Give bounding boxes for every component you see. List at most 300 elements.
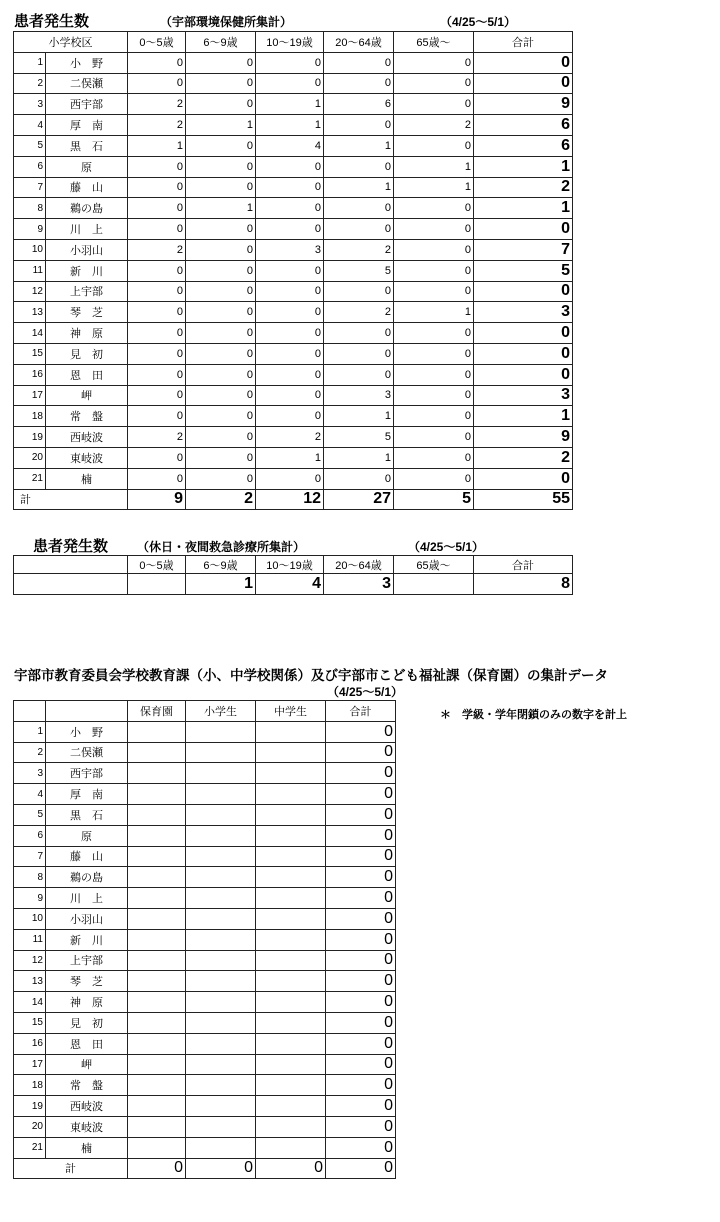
value-age-65-plus: 0 — [394, 427, 474, 448]
value-age-20-64: 0 — [324, 156, 394, 177]
value-nursery — [128, 825, 186, 846]
district-name: 西岐波 — [46, 427, 128, 448]
value-nursery — [128, 888, 186, 909]
district-name: 鵜の島 — [46, 198, 128, 219]
value-age-10-19: 0 — [256, 281, 324, 302]
value-junior-high — [256, 1012, 326, 1033]
district-name: 小 野 — [46, 721, 128, 742]
value-age-6-9: 0 — [186, 447, 256, 468]
value-age-6-9: 0 — [186, 156, 256, 177]
value-age-20-64: 0 — [324, 198, 394, 219]
total-nursery: 0 — [128, 1158, 186, 1179]
header-age-65-plus: 65歳～ — [394, 556, 474, 574]
row-number: 14 — [14, 992, 46, 1013]
value-age-0-5: 0 — [128, 281, 186, 302]
row-number: 17 — [14, 1054, 46, 1075]
district-name: 上宇部 — [46, 281, 128, 302]
table-row — [14, 406, 573, 427]
row-total: 0 — [326, 908, 396, 929]
row-total: 0 — [326, 1137, 396, 1158]
value-age-6-9: 0 — [186, 406, 256, 427]
section3-note: ＊ 学級・学年閉鎖のみの数字を計上 — [440, 709, 627, 721]
district-name: 琴 芝 — [46, 971, 128, 992]
row-number: 7 — [14, 177, 46, 198]
header-no — [14, 701, 46, 722]
value-nursery — [128, 992, 186, 1013]
row-number: 1 — [14, 52, 46, 73]
table-header-row — [14, 32, 573, 53]
value-nursery — [128, 1096, 186, 1117]
row-number: 4 — [14, 115, 46, 136]
value-elementary — [186, 804, 256, 825]
header-age-6-9: 6～9歳 — [186, 32, 256, 53]
district-name: 藤 山 — [46, 846, 128, 867]
section1-title: 患者発生数 — [14, 13, 90, 30]
patient-count-table-emergency-clinic — [13, 555, 573, 595]
value-age-65-plus: 0 — [394, 447, 474, 468]
value-age-20-64: 3 — [324, 574, 394, 595]
value-age-10-19: 0 — [256, 385, 324, 406]
district-name: 川 上 — [46, 888, 128, 909]
district-name: 小 野 — [46, 52, 128, 73]
row-number: 5 — [14, 804, 46, 825]
header-blank — [14, 556, 128, 574]
table-row — [14, 219, 573, 240]
value-age-10-19: 1 — [256, 94, 324, 115]
value-age-10-19: 0 — [256, 156, 324, 177]
row-total: 0 — [326, 721, 396, 742]
district-name: 厚 南 — [46, 784, 128, 805]
row-total: 0 — [326, 763, 396, 784]
total-junior-high: 0 — [256, 1158, 326, 1179]
row-total: 7 — [474, 239, 573, 260]
row-number: 3 — [14, 94, 46, 115]
value-age-65-plus: 1 — [394, 156, 474, 177]
row-number: 17 — [14, 385, 46, 406]
value-age-6-9: 0 — [186, 302, 256, 323]
table-row — [14, 846, 396, 867]
table-row — [14, 94, 573, 115]
value-age-20-64: 0 — [324, 219, 394, 240]
value-age-10-19: 4 — [256, 135, 324, 156]
value-age-65-plus: 0 — [394, 364, 474, 385]
value-age-0-5: 0 — [128, 343, 186, 364]
row-number: 11 — [14, 260, 46, 281]
value-age-6-9: 0 — [186, 177, 256, 198]
table-row — [14, 1033, 396, 1054]
value-age-20-64: 0 — [324, 343, 394, 364]
district-name: 見 初 — [46, 343, 128, 364]
row-total: 0 — [474, 73, 573, 94]
row-total: 0 — [474, 52, 573, 73]
row-total: 3 — [474, 385, 573, 406]
table-header-row — [14, 701, 396, 722]
district-name: 琴 芝 — [46, 302, 128, 323]
district-name: 常 盤 — [46, 1075, 128, 1096]
row-number: 14 — [14, 323, 46, 344]
table-row — [14, 804, 396, 825]
district-name: 鵜の島 — [46, 867, 128, 888]
value-age-10-19: 2 — [256, 427, 324, 448]
table-row — [14, 260, 573, 281]
value-age-6-9: 0 — [186, 219, 256, 240]
table-row — [14, 1137, 396, 1158]
district-name: 原 — [46, 825, 128, 846]
table-row — [14, 447, 573, 468]
grand-total: 55 — [474, 489, 573, 510]
row-total: 0 — [474, 343, 573, 364]
value-age-65-plus: 0 — [394, 52, 474, 73]
row-total: 0 — [326, 950, 396, 971]
header-age-6-9: 6～9歳 — [186, 556, 256, 574]
value-junior-high — [256, 742, 326, 763]
value-junior-high — [256, 1096, 326, 1117]
value-age-65-plus: 0 — [394, 406, 474, 427]
value-age-6-9: 1 — [186, 115, 256, 136]
value-junior-high — [256, 1033, 326, 1054]
table-row — [14, 721, 396, 742]
value-nursery — [128, 1012, 186, 1033]
section1-source: （宇部環境保健所集計） — [160, 15, 293, 29]
row-number: 7 — [14, 846, 46, 867]
table-row — [14, 929, 396, 950]
district-name: 新 川 — [46, 929, 128, 950]
value-age-6-9: 0 — [186, 73, 256, 94]
value-age-20-64: 0 — [324, 281, 394, 302]
value-age-0-5: 0 — [128, 406, 186, 427]
table-row — [14, 888, 396, 909]
value-elementary — [186, 1054, 256, 1075]
header-total: 合計 — [474, 556, 573, 574]
table-row — [14, 1012, 396, 1033]
row-number: 19 — [14, 1096, 46, 1117]
value-nursery — [128, 950, 186, 971]
value-age-0-5: 0 — [128, 323, 186, 344]
table-row — [14, 73, 573, 94]
district-name: 新 川 — [46, 260, 128, 281]
value-elementary — [186, 929, 256, 950]
value-junior-high — [256, 908, 326, 929]
row-total: 0 — [326, 929, 396, 950]
header-age-10-19: 10～19歳 — [256, 556, 324, 574]
value-elementary — [186, 1033, 256, 1054]
table-row — [14, 135, 573, 156]
row-number: 8 — [14, 867, 46, 888]
section3-period: （4/25～5/1） — [327, 685, 404, 699]
district-name: 東岐波 — [46, 1116, 128, 1137]
header-age-0-5: 0～5歳 — [128, 556, 186, 574]
row-number: 15 — [14, 1012, 46, 1033]
value-age-6-9: 1 — [186, 574, 256, 595]
table-total-row — [14, 1158, 396, 1179]
row-number: 18 — [14, 406, 46, 427]
table-row — [14, 198, 573, 219]
total-elementary: 0 — [186, 1158, 256, 1179]
value-age-65-plus: 0 — [394, 323, 474, 344]
value-nursery — [128, 763, 186, 784]
value-nursery — [128, 1137, 186, 1158]
table-row — [14, 784, 396, 805]
value-age-10-19: 3 — [256, 239, 324, 260]
value-junior-high — [256, 1116, 326, 1137]
value-age-65-plus: 0 — [394, 343, 474, 364]
table-row — [14, 364, 573, 385]
row-number: 19 — [14, 427, 46, 448]
header-total: 合計 — [474, 32, 573, 53]
value-age-10-19: 4 — [256, 574, 324, 595]
district-name: 西岐波 — [46, 1096, 128, 1117]
district-name: 神 原 — [46, 323, 128, 344]
row-number: 18 — [14, 1075, 46, 1096]
section2-title: 患者発生数 — [33, 538, 109, 555]
row-number: 6 — [14, 156, 46, 177]
district-name: 二俣瀬 — [46, 742, 128, 763]
district-name: 小羽山 — [46, 908, 128, 929]
value-junior-high — [256, 1137, 326, 1158]
value-age-65-plus: 0 — [394, 219, 474, 240]
district-name: 川 上 — [46, 219, 128, 240]
value-age-20-64: 0 — [324, 468, 394, 489]
value-age-0-5: 0 — [128, 302, 186, 323]
value-age-20-64: 5 — [324, 427, 394, 448]
district-name: 黒 石 — [46, 135, 128, 156]
table-row — [14, 908, 396, 929]
row-number: 1 — [14, 721, 46, 742]
total-label: 計 — [14, 489, 128, 510]
value-nursery — [128, 721, 186, 742]
value-elementary — [186, 950, 256, 971]
value-junior-high — [256, 888, 326, 909]
row-total: 0 — [326, 992, 396, 1013]
value-age-0-5 — [128, 574, 186, 595]
district-name: 神 原 — [46, 992, 128, 1013]
total-age-0-5: 9 — [128, 489, 186, 510]
row-number: 9 — [14, 888, 46, 909]
row-number: 9 — [14, 219, 46, 240]
row-total: 0 — [326, 825, 396, 846]
value-age-0-5: 0 — [128, 364, 186, 385]
row-total: 2 — [474, 177, 573, 198]
value-age-10-19: 0 — [256, 468, 324, 489]
table-row — [14, 574, 573, 595]
row-total: 5 — [474, 260, 573, 281]
value-age-10-19: 0 — [256, 219, 324, 240]
header-age-20-64: 20～64歳 — [324, 32, 394, 53]
value-junior-high — [256, 950, 326, 971]
value-nursery — [128, 846, 186, 867]
table-header-row — [14, 556, 573, 574]
value-age-6-9: 0 — [186, 52, 256, 73]
section3-title: 宇部市教育委員会学校教育課（小、中学校関係）及び宇部市こども福祉課（保育園）の集計データ — [14, 668, 608, 683]
value-elementary — [186, 846, 256, 867]
value-elementary — [186, 1075, 256, 1096]
value-age-0-5: 1 — [128, 135, 186, 156]
district-name: 原 — [46, 156, 128, 177]
value-elementary — [186, 867, 256, 888]
value-age-20-64: 1 — [324, 177, 394, 198]
value-elementary — [186, 1096, 256, 1117]
value-nursery — [128, 1075, 186, 1096]
value-nursery — [128, 742, 186, 763]
table-row — [14, 1054, 396, 1075]
header-nursery: 保育園 — [128, 701, 186, 722]
row-total: 9 — [474, 427, 573, 448]
value-age-20-64: 0 — [324, 364, 394, 385]
value-nursery — [128, 929, 186, 950]
district-name: 黒 石 — [46, 804, 128, 825]
row-total: 0 — [474, 219, 573, 240]
value-age-10-19: 0 — [256, 198, 324, 219]
value-age-20-64: 2 — [324, 302, 394, 323]
header-district: 小学校区 — [14, 32, 128, 53]
row-total: 6 — [474, 115, 573, 136]
value-junior-high — [256, 721, 326, 742]
value-elementary — [186, 784, 256, 805]
value-age-0-5: 0 — [128, 73, 186, 94]
table-row — [14, 385, 573, 406]
value-age-20-64: 5 — [324, 260, 394, 281]
value-elementary — [186, 888, 256, 909]
value-age-6-9: 0 — [186, 468, 256, 489]
value-age-20-64: 0 — [324, 115, 394, 136]
table-row — [14, 323, 573, 344]
value-age-0-5: 0 — [128, 385, 186, 406]
district-name: 小羽山 — [46, 239, 128, 260]
value-age-10-19: 0 — [256, 302, 324, 323]
district-name: 常 盤 — [46, 406, 128, 427]
table-row — [14, 302, 573, 323]
row-total: 0 — [326, 1012, 396, 1033]
value-age-6-9: 0 — [186, 281, 256, 302]
district-name: 恩 田 — [46, 1033, 128, 1054]
value-age-20-64: 2 — [324, 239, 394, 260]
value-label — [14, 574, 128, 595]
table-row — [14, 992, 396, 1013]
row-number: 21 — [14, 468, 46, 489]
table-row — [14, 52, 573, 73]
value-elementary — [186, 992, 256, 1013]
table-row — [14, 156, 573, 177]
value-junior-high — [256, 784, 326, 805]
value-junior-high — [256, 867, 326, 888]
table-row — [14, 742, 396, 763]
table-row — [14, 427, 573, 448]
row-number: 4 — [14, 784, 46, 805]
value-age-65-plus: 1 — [394, 177, 474, 198]
district-name: 恩 田 — [46, 364, 128, 385]
value-age-10-19: 0 — [256, 52, 324, 73]
table-row — [14, 468, 573, 489]
district-name: 見 初 — [46, 1012, 128, 1033]
value-age-6-9: 0 — [186, 427, 256, 448]
value-age-65-plus: 0 — [394, 239, 474, 260]
row-number: 20 — [14, 1116, 46, 1137]
value-nursery — [128, 784, 186, 805]
header-age-65-plus: 65歳～ — [394, 32, 474, 53]
header-total: 合計 — [326, 701, 396, 722]
value-junior-high — [256, 804, 326, 825]
total-age-65-plus: 5 — [394, 489, 474, 510]
value-age-0-5: 0 — [128, 52, 186, 73]
value-age-6-9: 0 — [186, 239, 256, 260]
row-number: 2 — [14, 742, 46, 763]
value-elementary — [186, 1012, 256, 1033]
value-age-10-19: 1 — [256, 115, 324, 136]
value-age-6-9: 0 — [186, 364, 256, 385]
value-age-0-5: 0 — [128, 198, 186, 219]
row-number: 13 — [14, 302, 46, 323]
value-age-65-plus: 0 — [394, 385, 474, 406]
row-number: 16 — [14, 364, 46, 385]
value-age-0-5: 2 — [128, 94, 186, 115]
district-name: 藤 山 — [46, 177, 128, 198]
row-number: 8 — [14, 198, 46, 219]
table-row — [14, 971, 396, 992]
row-number: 3 — [14, 763, 46, 784]
value-nursery — [128, 804, 186, 825]
row-total: 0 — [326, 1116, 396, 1137]
row-total: 0 — [326, 804, 396, 825]
row-total: 0 — [326, 971, 396, 992]
school-closure-table — [13, 700, 396, 1179]
header-age-20-64: 20～64歳 — [324, 556, 394, 574]
row-number: 21 — [14, 1137, 46, 1158]
row-number: 15 — [14, 343, 46, 364]
value-age-20-64: 1 — [324, 447, 394, 468]
table-row — [14, 867, 396, 888]
value-age-65-plus: 0 — [394, 73, 474, 94]
row-number: 10 — [14, 908, 46, 929]
row-total: 0 — [326, 742, 396, 763]
value-junior-high — [256, 825, 326, 846]
value-age-65-plus: 1 — [394, 302, 474, 323]
row-total: 0 — [326, 867, 396, 888]
value-age-10-19: 0 — [256, 260, 324, 281]
value-elementary — [186, 1137, 256, 1158]
table-row — [14, 825, 396, 846]
district-name: 上宇部 — [46, 950, 128, 971]
row-total: 0 — [474, 364, 573, 385]
value-junior-high — [256, 763, 326, 784]
value-age-0-5: 0 — [128, 219, 186, 240]
value-total: 8 — [474, 574, 573, 595]
value-age-65-plus: 0 — [394, 260, 474, 281]
value-age-65-plus: 0 — [394, 198, 474, 219]
row-total: 0 — [474, 468, 573, 489]
row-number: 13 — [14, 971, 46, 992]
total-age-10-19: 12 — [256, 489, 324, 510]
patient-count-table-health-center — [13, 31, 573, 510]
value-nursery — [128, 971, 186, 992]
value-age-6-9: 0 — [186, 135, 256, 156]
district-name: 厚 南 — [46, 115, 128, 136]
value-age-6-9: 0 — [186, 385, 256, 406]
row-total: 0 — [326, 1054, 396, 1075]
value-nursery — [128, 1116, 186, 1137]
row-number: 12 — [14, 281, 46, 302]
table-row — [14, 1075, 396, 1096]
value-age-65-plus: 0 — [394, 135, 474, 156]
row-number: 20 — [14, 447, 46, 468]
row-number: 12 — [14, 950, 46, 971]
value-age-0-5: 0 — [128, 156, 186, 177]
row-total: 0 — [474, 323, 573, 344]
value-age-20-64: 0 — [324, 73, 394, 94]
value-junior-high — [256, 992, 326, 1013]
table-row — [14, 763, 396, 784]
value-elementary — [186, 1116, 256, 1137]
value-age-65-plus: 0 — [394, 281, 474, 302]
